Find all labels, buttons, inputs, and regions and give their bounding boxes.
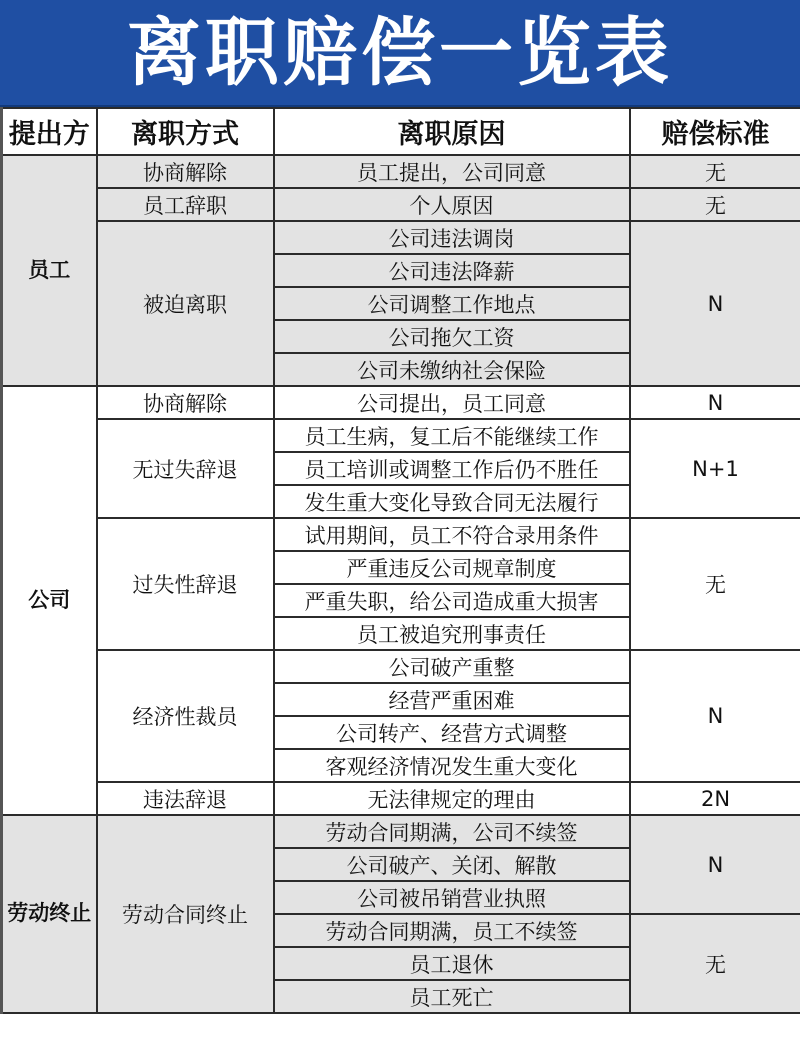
reason-cell: 公司破产、关闭、解散 <box>274 848 630 881</box>
header-method: 离职方式 <box>97 108 274 155</box>
compensation-cell: N <box>630 650 800 782</box>
reason-cell: 公司违法降薪 <box>274 254 630 287</box>
header-compensation: 赔偿标准 <box>630 108 800 155</box>
compensation-cell: 无 <box>630 518 800 650</box>
compensation-cell: 无 <box>630 914 800 1013</box>
reason-cell: 严重失职，给公司造成重大损害 <box>274 584 630 617</box>
table-row <box>2 650 800 683</box>
table-row <box>2 518 800 551</box>
method-cell: 被迫离职 <box>97 221 274 386</box>
reason-cell: 个人原因 <box>274 188 630 221</box>
compensation-cell: N <box>630 815 800 914</box>
method-cell: 协商解除 <box>97 155 274 188</box>
header-party: 提出方 <box>2 108 97 155</box>
reason-cell: 公司拖欠工资 <box>274 320 630 353</box>
reason-cell: 员工被追究刑事责任 <box>274 617 630 650</box>
method-cell: 劳动合同终止 <box>97 815 274 1013</box>
table-row <box>2 155 800 188</box>
reason-cell: 无法律规定的理由 <box>274 782 630 815</box>
table-row <box>2 782 800 815</box>
compensation-cell: 无 <box>630 188 800 221</box>
reason-cell: 严重违反公司规章制度 <box>274 551 630 584</box>
compensation-cell: N+1 <box>630 419 800 518</box>
method-cell: 无过失辞退 <box>97 419 274 518</box>
reason-cell: 公司转产、经营方式调整 <box>274 716 630 749</box>
table-row <box>2 419 800 452</box>
reason-cell: 公司调整工作地点 <box>274 287 630 320</box>
title-banner <box>0 0 800 107</box>
method-cell: 协商解除 <box>97 386 274 419</box>
reason-cell: 公司被吊销营业执照 <box>274 881 630 914</box>
reason-cell: 员工生病，复工后不能继续工作 <box>274 419 630 452</box>
table-row <box>2 815 800 848</box>
compensation-cell: 无 <box>630 155 800 188</box>
header-row <box>2 108 800 155</box>
table-row <box>2 188 800 221</box>
method-cell: 员工辞职 <box>97 188 274 221</box>
page-title: 离职赔偿一览表 <box>127 9 673 96</box>
party-employee: 员工 <box>2 155 97 386</box>
method-cell: 过失性辞退 <box>97 518 274 650</box>
reason-cell: 员工退休 <box>274 947 630 980</box>
reason-cell: 发生重大变化导致合同无法履行 <box>274 485 630 518</box>
reason-cell: 经营严重困难 <box>274 683 630 716</box>
reason-cell: 员工提出，公司同意 <box>274 155 630 188</box>
reason-cell: 公司违法调岗 <box>274 221 630 254</box>
party-termination: 劳动终止 <box>2 815 97 1013</box>
header-reason: 离职原因 <box>274 108 630 155</box>
reason-cell: 试用期间，员工不符合录用条件 <box>274 518 630 551</box>
compensation-table <box>0 107 800 1014</box>
reason-cell: 客观经济情况发生重大变化 <box>274 749 630 782</box>
reason-cell: 员工培训或调整工作后仍不胜任 <box>274 452 630 485</box>
compensation-cell: 2N <box>630 782 800 815</box>
reason-cell: 劳动合同期满，公司不续签 <box>274 815 630 848</box>
method-cell: 违法辞退 <box>97 782 274 815</box>
reason-cell: 公司破产重整 <box>274 650 630 683</box>
party-company: 公司 <box>2 386 97 815</box>
reason-cell: 劳动合同期满，员工不续签 <box>274 914 630 947</box>
compensation-cell: N <box>630 221 800 386</box>
reason-cell: 公司提出，员工同意 <box>274 386 630 419</box>
reason-cell: 员工死亡 <box>274 980 630 1013</box>
table-row <box>2 386 800 419</box>
reason-cell: 公司未缴纳社会保险 <box>274 353 630 386</box>
compensation-cell: N <box>630 386 800 419</box>
method-cell: 经济性裁员 <box>97 650 274 782</box>
table-row <box>2 221 800 254</box>
